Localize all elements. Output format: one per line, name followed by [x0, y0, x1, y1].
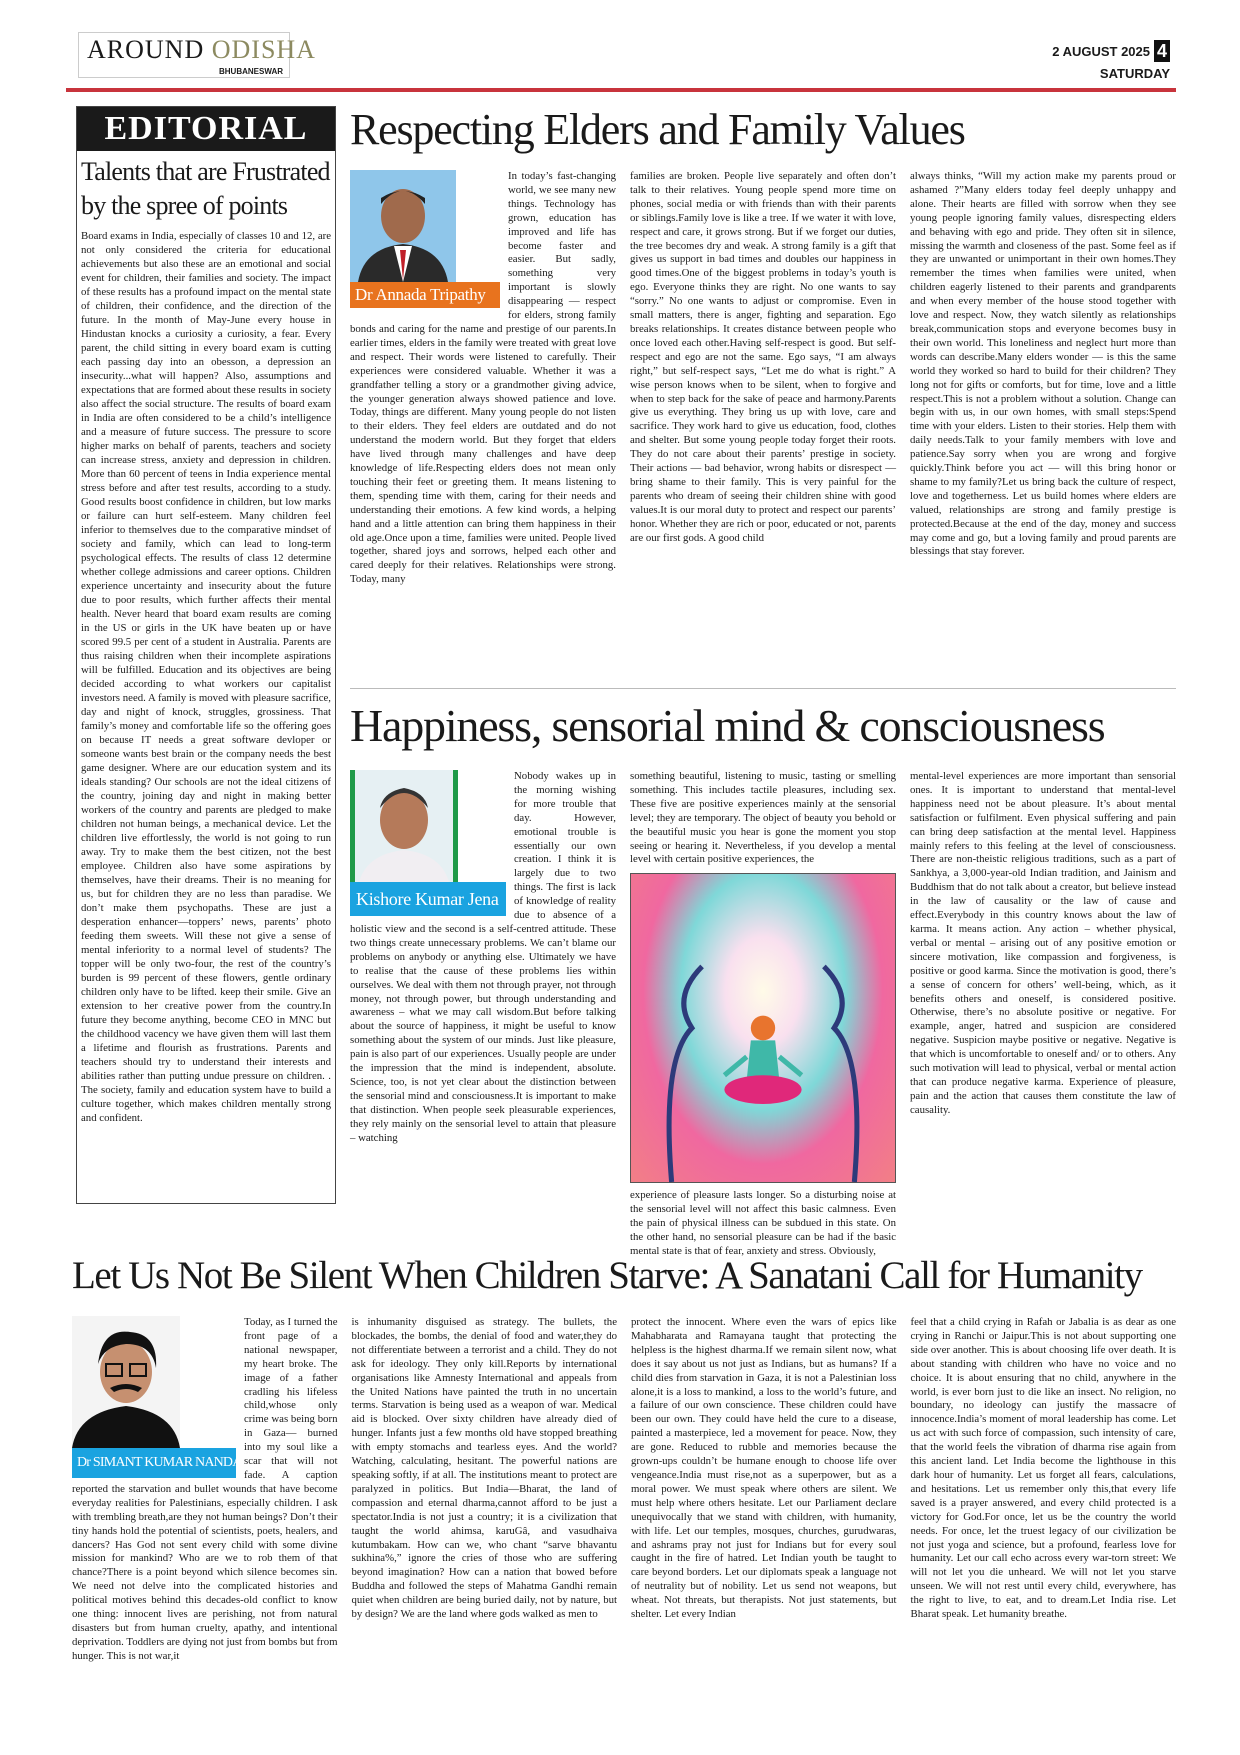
article-column: is inhumanity disguised as strategy. The bullets, the blockades, the bombs, the denial of food and water,they do not differentiate between a terrorist and a child. They do not ask for ideology. They only kill.Reports by international organisations like Amnesty International and appeals from the United Nations have painted the truth in no uncertain terms. Starvation is being used as a weapon of war. Medical aid is blocked. Over sixty children have already died of hunger. Infants just a few months old have stopped breathing with empty stomachs and tearless eyes. And the world? Watching, calculating, hesitant. The powerful nations are speaking softly, if at all. The institutions meant to protect are paralyzed in politics. But India—Bharat, the land of compassion and eternal dharma,cannot afford to be just a spectator.India is not just a country; it is a civilization that taught the world ahimsa, karuGâ, and vasudhaiva kutumbakam. How can we, who chant “sarve bhavantu sukhina%,” ignore the cries of those who are suffering beyond imagination? How can a nation that bowed before Buddha and followed the steps of Mahatma Gandhi remain quiet when children are being buried daily, not by nature, but by design? We are the land where gods walked as men to: [351, 1316, 617, 1621]
author-photo: [350, 170, 456, 282]
portrait-icon: [350, 170, 456, 282]
article-column: always thinks, “Will my action make my parents proud or ashamed ?”Many elders today feel deeply unhappy and alone. Their hearts are filled with sorrow when they see young people ignoring family values, disrespecting elders and behaving with ego and pride. They often sit in silence, missing the warmth and closeness of the past. Some feel as if they are unwanted or unimportant in their own homes.They remember the times when families were united, when children eagerly listened to their parents and grandparents and when every member of the house stood together with love and respect. Now, they watch silently as relationships break,communication stops and everyone becomes busy in their own world. This loneliness and neglect hurt more than words can describe.Many elders wonder — is this the same world they worked so hard to build for their children? They long not for gifts or comforts, but for time, love and a little respect.This is not a problem without a solution. Change can begin with us, in our own homes, with small steps:Spend time with your elders. Listen to their stories. Help them with daily needs.Talk to your family members with love and patience.Say sorry when you are wrong and forgive quickly.Think before you act — will this bring honor or shame to my family?Let us bring back the culture of respect, love and togetherness. Let us build homes where elders are valued, relationships are strong and family prestige is protected.Because at the end of the day, money and success may come and go, but a loving family and proud parents are blessings that stay forever.: [910, 170, 1176, 558]
author-photo-frame: [350, 770, 506, 916]
section-divider: [350, 688, 1176, 689]
article-column: mental-level experiences are more important than sensorial ones. It is important to understand that mental-level happiness need not be about pleasure. It’s about mental satisfaction or fulfilment. Even physical suffering and pain can bring deep satisfaction at the mental level. Happiness mainly refers to this feeling at the level of consciousness. There are non-theistic religious traditions, such as a part of Sankhya, a 3,000-year-old Indian tradition, and Jainism and Buddhism that do not talk about a creator, but believe instead in the law of causality or the law of cause and effect.Everybody in this country knows about the law of karma. It means action. Any action – whether physical, verbal or mental – arising out of any positive emotion or sincere motivation, like compassion and forgiveness, is positive or good karma. Since the motivation is good, there’s a sense of concern for others’ well-being, which, as it benefits others and oneself, is considered positive. Otherwise, there’s no absolute positive or negative. For example, anger, hatred and suspicion are considered negative. Suspicion maybe positive or negative. Negative is that which is uncomfortable to oneself and/ or to others. Any such motivation will lead to physical, verbal or mental action that can produce negative karma. Experience of pleasure, pain and the action that causes them constitute the law of causality.: [910, 770, 1176, 1116]
article-3-columns: [72, 1316, 1176, 1746]
issue-date: 2 AUGUST 2025: [1052, 43, 1150, 59]
article-respecting-elders: [350, 104, 1176, 162]
date-block: [1052, 40, 1170, 81]
author-photo-frame: [72, 1316, 242, 1478]
article-column: [72, 1316, 338, 1746]
article-column: protect the innocent. Where even the wars of epics like Mahabharata and Ramayana taught that protecting the helpless is the highest dharma.If we remain silent now, what does it say about us not just as Indians, but as humans? If a child dies from starvation in Gaza, it is not a Palestinian loss alone,it is a loss to mankind, a loss to the world’s future, and a failure of our own conscience. These children could have been our own. They could have held the cure to a disease, painted a masterpiece, led a movement for peace. Now, they are gone. Reduced to rubble and memories because the grown-ups couldn’t be humane enough to choose life over vengeance.India must rise,not as a superpower, but as a moral power. We must speak where others are silent. We must help where others hesitate. Let our Parliament declare unequivocally that we stand with children, with humanity, with life. Let our temples, mosques, churches, gurudwaras, and ashrams pray not just for Indians but for every soul caught in the fire of hatred. Let Indian youth be taught to care beyond borders. Let our diplomats speak a language not of neutrality but of nobility. Let us send not weapons, but wheat. Not threats, but therapists. Not just statements, but shelter. Let every Indian: [631, 1316, 897, 1621]
meditation-painting: [630, 873, 896, 1183]
author-name-tag: Kishore Kumar Jena: [350, 882, 506, 916]
meditating-figure-icon: [631, 874, 895, 1182]
masthead-logo: [78, 32, 316, 78]
article-text: Nobody wakes up in the morning wishing for more trouble that day. However, emotional trouble is essentially our own creation. I think it is largely due to two things. The first is lack of knowledge of reality due to absence of a holistic view and the second is a self-centred attitude. These two things create unnecessary problems. We can’t blame our problems on anybody or anything else. Ultimately we have to realise that the cause of these problems lies within ourselves. We deal with them not through prayer, not through money, not through power, but through understanding and awareness – what we may call wisdom.But before talking about the source of happiness, it might be useful to know something about the system of our minds. Just like pleasure, pain is also part of our experiences. Usually people are under the impression that the mind is independent, absolute. Science, too, is not yet clear about the distinction between the sensorial mind and consciousness.It is important to make that distinction. When people seek pleasurable experiences, they rely mainly on the sensorial level to attain that pleasure – watching: [350, 770, 616, 1144]
headline: Respecting Elders and Family Values: [350, 105, 965, 154]
article-column: [350, 170, 616, 680]
logo-city: BHUBANESWAR: [219, 67, 283, 76]
header-rule: [66, 88, 1176, 92]
editorial-body: Board exams in India, especially of classes 10 and 12, are not only considered the criteria for educational achievements but also these are an emotional and social event for children, their families and society. The impact of these results has a profound impact on the mental state of children, their confidence, and the direction of the future. In the month of May-June every house in Hindustan knocks a curiosity a curiosity, a fear. Every parent, the child sitting in every board exam is cutting each passing day into an obesson, a depression an insecurity...what will happen? Also, assumptions and expectations that are formed about these results in society also affect the social structure. The results of board exam in India are often considered to be a child’s intelligence and a measure of future success. The pressure to score higher marks on behalf of parents, teachers and society can increase stress, anxiety and depression in children. More than 60 percent of teens in India experience mental stress before and after test results, according to a study. Good results boost confidence in children, but low marks or failure can hurt self-esteem. Many children feel inferior to themselves due to the comparative mindset of society and family, which can lead to long-term psychological effects. The results of class 12 determine whether college admissions and career options. Children experience uncertainty and insecurity about the future due to poor results, which further affects their mental health. Never heard that board exam results are coming in the US or girls in the UK have beaten up or have scored 99.5 per cent of a student in Australia. Parents are thus raising children when their incomplete aspirations will be fulfilled. Education and its objectives are being decided according to what workers our capitalist investors need. A family is moved with pleasure sacrifice, day and night of knock, struggles, grossiness. That family’s money and comfortable life so the offering goes on because IT needs a great software devloper or someone wants best brain or the company needs the best game designer. Where are our education system and its ideals standing? Our schools are not the ideal citizens of the country, joining day and night in making better workers of the country and parents are pledged to make children not human beings, a mechanical device. Let the children live effortlessly, the world is not going to run away. Try to make them the best citizen, not the best employee. Children also have some aspirations by themselves, have their dreams. Their is no meaning for us, but for children they are no less than paradise. We don’t make them psychopaths. These are just a desperation enhancer—toppers’ news, parents’ photo feeding them sweets. Will these not give a sense of mental inferiority to a normal level of students? The topper will be only two-four, the rest of the country’s burden is 99 percent of these flowers, gentle ordinary children only have to be lifted. keep their smile. Give an extension to her creative power from the country.In future they become anything, become CEO in MNC but the childhood vacency we have given them will last them a lifetime and flourish as frustrations. Parents and teachers should try to understand their interests and abilities rather than putting undue pressure on children. . The society, family and education system have to build a culture together, which makes children mentally strong and confident.: [81, 230, 331, 1124]
logo-odisha: ODISHA: [211, 35, 316, 64]
article-column: [350, 770, 616, 1230]
article-text: something beautiful, listening to music, tasting or smelling something. This includes tactile pleasures, including sex. These five are positive experiences mainly at the sensorial level; they are temporary. The object of beauty you behold or the beautiful music you hear is gone the moment you stop seeing or hearing it. Nevertheless, if you develop a mental level with certain positive experiences, the: [630, 770, 896, 866]
author-name-tag: Dr SIMANT KUMAR NANDA: [72, 1448, 236, 1478]
article-column: [630, 770, 896, 1257]
article-column: families are broken. People live separately and often don’t talk to their relatives. Young people spend more time on phones, social media or with friends than with their parents or siblings.Family love is like a tree. If we water it with love, respect and care, it grows strong. But if we forget our duties, the tree becomes dry and weak. A strong family is a gift that gives us support in bad times and doubles our happiness in good times.One of the biggest problems in today’s youth is ego. Everyone thinks they are right. No one wants to say “sorry.” No one wants to adjust or compromise. Even in small matters, there is anger, fighting and separation. Ego breaks relationships. It creates distance between people who once loved each other.Having self-respect is good. But self-respect and ego are not the same. Ego says, “I am always right,” but self-respect says, “Let me do what is right.” A wise person knows when to be silent, when to forgive and when to step back for the sake of peace and harmony.Parents give us everything. They bring us up with love, care and sacrifice. They work hard to give us education, food, clothes and shelter. But some young people today forget their roots. They do not care about their parents’ prestige in society. Their actions — bad behavior, wrong habits or disrespect — bring shame to their family. This is very painful for the parents who dream of seeing their children shine with good values.It is our moral duty to protect and respect our parents’ honor. Whether they are rich or poor, educated or not, parents are our first gods. A good child: [630, 170, 896, 544]
author-photo: [72, 1316, 180, 1448]
article-children-starve: [72, 1250, 1176, 1308]
editorial-title: Talents that are Frustrated by the spree of points: [81, 157, 330, 220]
headline: Happiness, sensorial mind & consciousness: [350, 700, 1105, 751]
article-text: Today, as I turned the front page of a national newspaper, my heart broke. The image of a father cradling his lifeless child,whose only crime was being born in Gaza— burned into my soul like a scar that will not fade. A caption reported the starvation and bullet wounds that have become everyday realities for Palestinians, especially children. I ask with trembling breath,are they not human beings? Don’t their tiny hands hold the potential of scientists, poets, healers, and dancers? Has God not sent every child with some divine mission for mankind? Who are we to rob them of that chance?There is a point beyond which silence becomes sin. We need not delve into the complicated histories and political motives behind this decades-old conflict to know one thing: innocent lives are perishing, not from natural disasters but from human cruelty, apathy, and intentional deprivation. Toddlers are dying not just from bombs but from hunger. This is not war,it: [72, 1316, 338, 1662]
logo-around: AROUND: [87, 35, 205, 64]
article-1-columns: [350, 170, 1176, 680]
article-text: experience of pleasure lasts longer. So a disturbing noise at the sensorial level will not affect this basic calmness. Even the pain of physical illness can be subdued in this state. On the other hand, no sensorial pleasure can be had if the basic mental state is that of fear, anxiety and stress. Obviously,: [630, 1189, 896, 1257]
headline: Let Us Not Be Silent When Children Starve: A Sanatani Call for Humanity: [72, 1254, 1142, 1297]
page-number: 4: [1154, 40, 1170, 62]
portrait-icon: [355, 770, 453, 882]
editorial-banner: EDITORIAL: [77, 107, 335, 151]
editorial-box: [76, 106, 336, 1204]
article-2-columns: [350, 770, 1176, 1257]
weekday: SATURDAY: [1099, 66, 1170, 81]
article-text: In today’s fast-changing world, we see many new things. Technology has grown, education has improved and life has become faster and easier. But sadly, something very important is slowly disappearing — respect for elders, strong family bonds and caring for the name and prestige of our parents.In earlier times, elders in the family were treated with great love and respect. Their words were listened to carefully. Their experiences were considered valuable. Whether it was a grandfather telling a story or a grandmother giving advice, the younger generation always showed patience and love. Today, things are different. Many young people do not listen to their elders. They feel elders are outdated and do not understand the modern world. But they forget that elders have lived through many challenges and have deep knowledge of life.Respecting elders does not mean only touching their feet or greeting them. It means listening to them, spending time with them, caring for their needs and understanding their emotions. A few kind words, a helping hand and a little attention can bring them happiness in their old age.Once upon a time, families were united. People lived together, shared joys and sorrows, helped each other and cared deeply for their relatives. Relationships were strong. Today, many: [350, 170, 616, 586]
author-name-tag: Dr Annada Tripathy: [350, 282, 500, 308]
author-photo: [350, 770, 458, 882]
portrait-icon: [72, 1316, 180, 1448]
article-happiness: [350, 696, 1176, 762]
article-column: feel that a child crying in Rafah or Jabalia is as dear as one crying in Ranchi or Jaipur.This is not about supporting one side over another. This is about choosing life over death. It is about standing with children who have no voice and no choice. It is about ensuring that no child, anywhere in the world, is ever born just to die like an insect. No religion, no boundary, no ideology can justify the massacre of innocence.India’s moment of moral leadership has come. Let us act with such force of compassion, such intensity of care, that the world feels the vibration of dharma rise again from this ancient land. Let India become the lighthouse in this dark hour of humanity. Let us forget all fears, calculations, and hesitations. Let us remember only this,that every life saved is a prayer answered, and every child protected is a victory for God.For once, let us be the country the world needs. For once, let the truest legacy of our civilization be not just yoga and science, but a profound, fearless love for humanity. Let our call echo across every war-torn street: We will not let you die unheard. We will not let you starve unseen. We will not rest until every child, everywhere, has the right to live, to eat, and to dream.Let India rise. Let Bharat speak. Let humanity breathe.: [910, 1316, 1176, 1621]
author-photo-frame: [350, 170, 500, 308]
